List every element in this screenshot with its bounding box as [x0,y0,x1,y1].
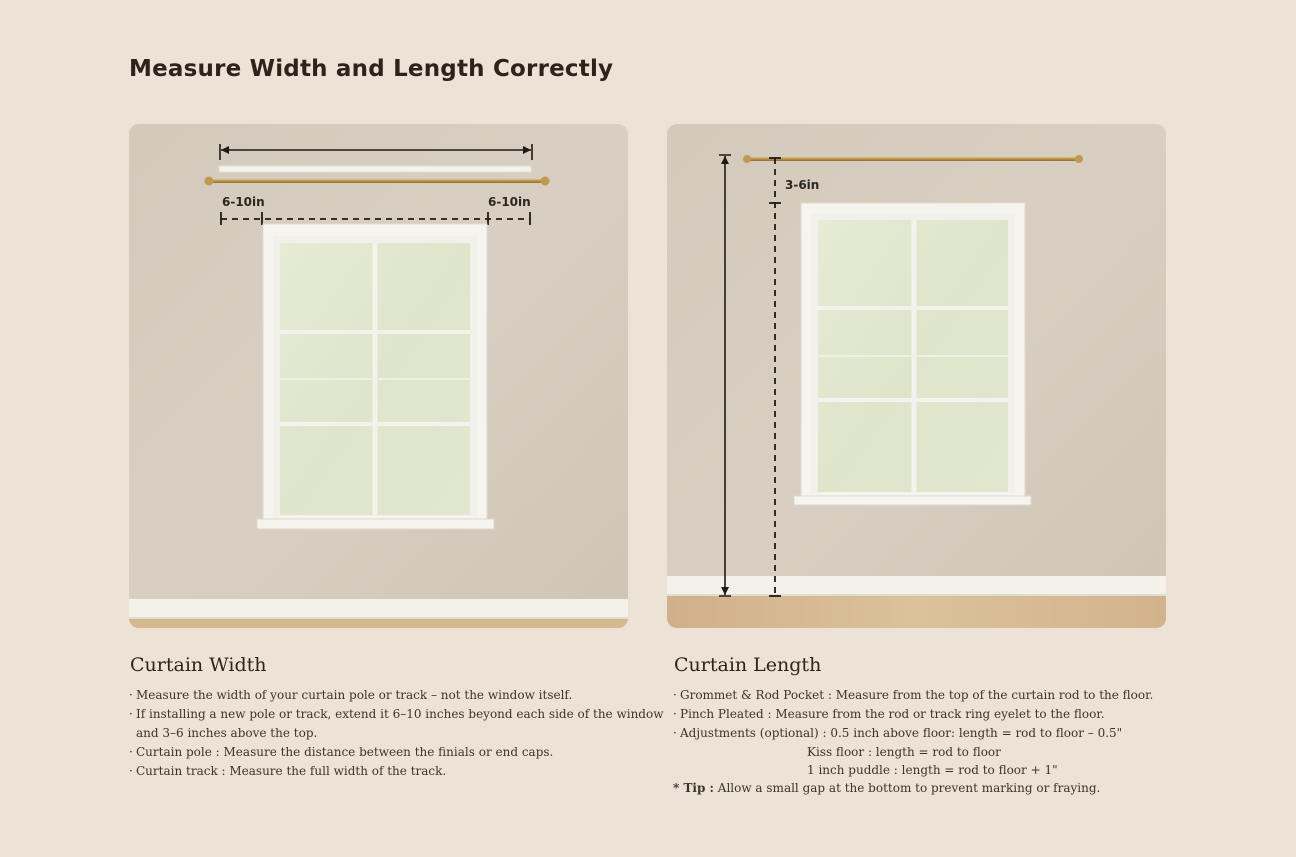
page-title: Measure Width and Length Correctly [129,56,614,82]
window-illustration [257,224,494,529]
list-item: · Curtain track : Measure the full width of the track. [129,762,629,781]
curtain-width-illustration [129,124,628,628]
extension-label-left: 6-10in [222,195,265,209]
list-item-continuation: and 3–6 inches above the top. [136,726,318,740]
curtain-rod [211,179,543,183]
list-item: · Measure the width of your curtain pole or track – not the window itself. [129,686,629,705]
list-item: · If installing a new pole or track, extend it 6–10 inches beyond each side of the window [129,705,629,724]
curtain-width-list [129,686,664,781]
curtain-rod [747,157,1081,161]
curtain-length-list [673,686,1193,798]
tip-line [673,779,1193,798]
curtain-length-illustration [667,124,1166,628]
window-illustration [794,203,1031,505]
curtain-width-heading: Curtain Width [130,654,267,676]
list-item-sub: Kiss floor : length = rod to floor [807,745,1001,759]
list-item-sub: 1 inch puddle : length = rod to floor + 1" [807,763,1058,777]
list-item: · Grommet & Rod Pocket : Measure from the top of the curtain rod to the floor. [673,686,1193,705]
list-item: · Curtain pole : Measure the distance between the finials or end caps. [129,743,629,762]
tip-text: Allow a small gap at the bottom to prevent marking or fraying. [717,781,1101,795]
extension-label-right: 6-10in [488,195,531,209]
list-item: · Pinch Pleated : Measure from the rod or track ring eyelet to the floor. [673,705,1193,724]
rod-height-label: 3-6in [785,178,820,192]
list-item: · Adjustments (optional) : 0.5 inch above floor: length = rod to floor – 0.5" [673,724,1193,743]
curtain-length-heading: Curtain Length [674,654,822,676]
tip-label: * Tip : [673,781,714,795]
